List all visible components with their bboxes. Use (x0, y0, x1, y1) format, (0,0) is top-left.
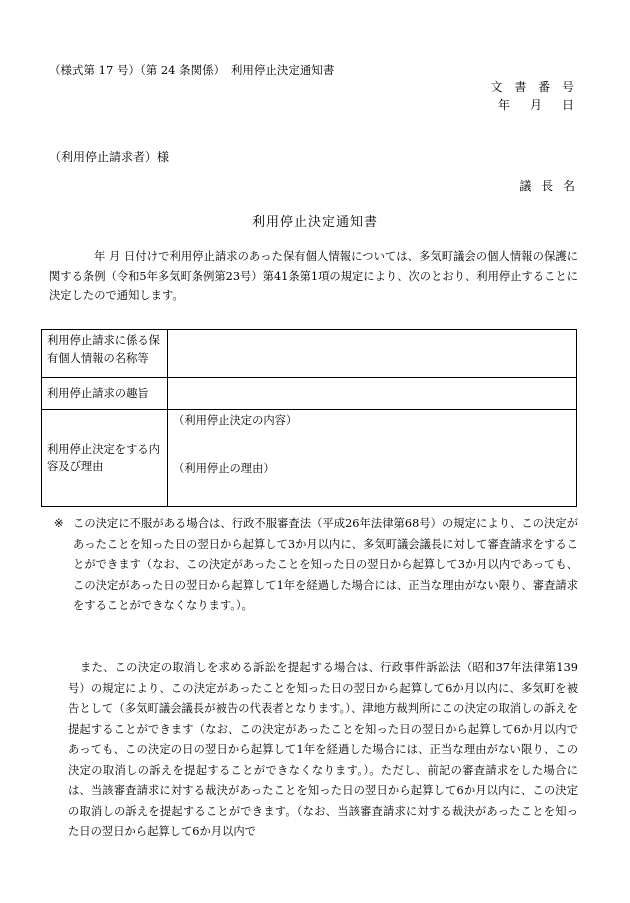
lawsuit-note: また、この決定の取消しを求める訴訟を提起する場合は、行政事件訴訟法（昭和37年法律第139号）の規定により、この決定があったことを知った日の翌日から起算して6か月以内に、多気町を被告として（多気町議会議長が被告の代表者となります。）、津地方裁判所にこの決定の取消しの訴えを提起することができます（なお、この決定があったことを知った日の翌日から起算して6か月以内であっても、この決定の日の翌日から起算して1年を経過した場合には、正当な理由がない限り、この決定の取消しの訴えを提起することができなくなります。）。ただし、前記の審査請求をした場合には、当該審査請求に対する裁決があったことを知った日の翌日から起算して6か月以内に、この決定の取消しの訴えを提起することができます。（なお、当該審査請求に対する裁決があったことを知った日の翌日から起算して6か月以内で (68, 661, 578, 838)
document-number: 文 書 番 号 (490, 80, 578, 94)
document-title: 利用停止決定通知書 (251, 215, 378, 230)
table-row (42, 378, 577, 410)
row-value-content-reason (168, 410, 577, 507)
row-label-purpose: 利用停止請求の趣旨 (42, 378, 168, 410)
decision-content-label: （利用停止決定の内容） (173, 414, 298, 427)
appeal-note (54, 514, 578, 617)
row-value-info-name (168, 330, 577, 378)
decision-table (41, 329, 577, 507)
sender-name: 議 長 名 (519, 179, 578, 193)
decision-reason-label: （利用停止の理由） (173, 461, 275, 475)
form-reference: （様式第 17 号）（第 24 条関係） 利用停止決定通知書 (49, 63, 335, 77)
row-label-info-name: 利用停止請求に係る保有個人情報の名称等 (42, 330, 168, 378)
appeal-note-text: この決定に不服がある場合は、行政不服審査法（平成26年法律第68号）の規定により、この決定があったことを知った日の翌日から起算して3か月以内に、多気町議会議長に対して審査請求をすることができます（なお、この決定があったことを知った日の翌日から起算して3か月以内であっても、この決定があった日の翌日から起算して1年を経過した場合には、正当な理由がない限り、審査請求をすることができなくなります。）。 (73, 517, 578, 612)
addressee: （利用停止請求者）様 (49, 150, 170, 164)
row-label-content-reason: 利用停止決定をする内容及び理由 (42, 410, 168, 507)
table-row (42, 330, 577, 378)
note-mark: ※ (54, 517, 64, 530)
intro-paragraph: 年 月 日付けで利用停止請求のあった保有個人情報については、多気町議会の個人情報の保護に関する条例（令和5年多気町条例第23号）第41条第1項の規定により、次のとおり、利用停止することに決定したので通知します。 (49, 250, 578, 302)
row-value-purpose (168, 378, 577, 410)
document-date: 年 月 日 (497, 98, 578, 112)
table-row (42, 410, 577, 507)
